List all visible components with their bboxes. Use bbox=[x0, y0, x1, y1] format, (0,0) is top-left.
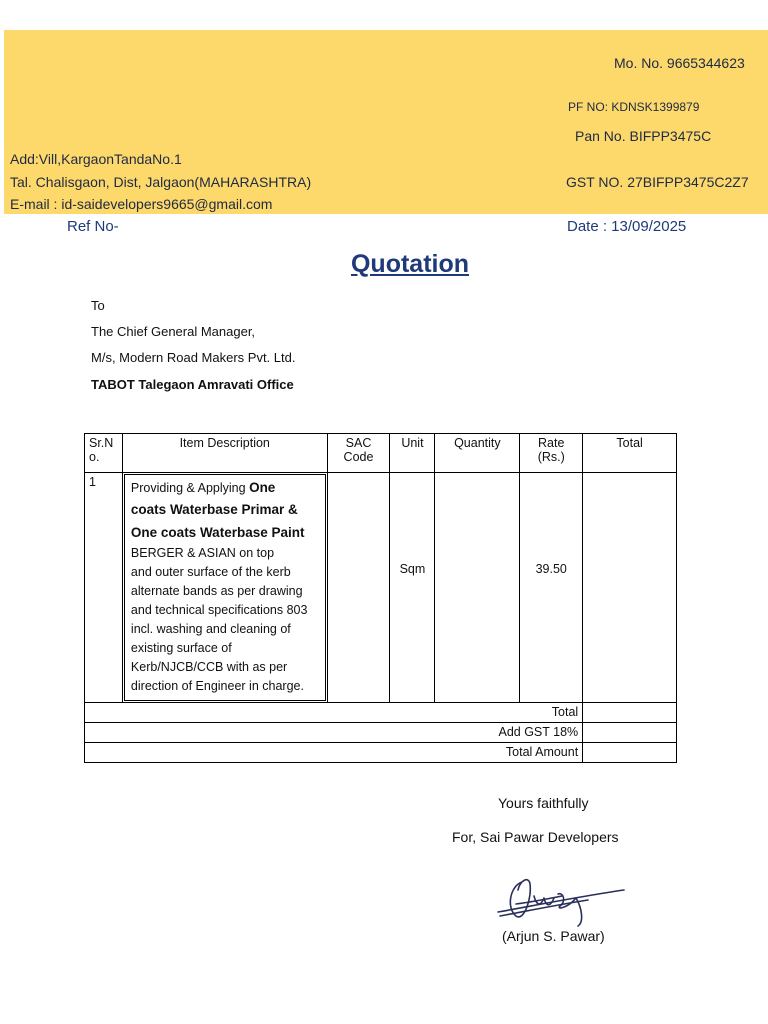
page-title: Quotation bbox=[350, 250, 470, 278]
desc-bold-3: One coats Waterbase Paint bbox=[130, 525, 305, 540]
desc-line: Kerb/NJCB/CCB with as per bbox=[130, 660, 288, 674]
closing-company: For, Sai Pawar Developers bbox=[452, 829, 619, 845]
summary-gst-value bbox=[583, 723, 677, 743]
row-sac-code bbox=[327, 473, 390, 703]
summary-total-label: Total bbox=[85, 703, 583, 723]
row-total bbox=[583, 473, 677, 703]
closing-yours-faithfully: Yours faithfully bbox=[498, 795, 589, 811]
row-item-description bbox=[122, 473, 327, 703]
email-address: E-mail : id-saidevelopers9665@gmail.com bbox=[10, 196, 273, 212]
row-sr-no: 1 bbox=[85, 473, 123, 703]
col-header-unit: Unit bbox=[390, 434, 435, 473]
desc-line: incl. washing and cleaning of bbox=[130, 622, 291, 636]
summary-row-total-amount bbox=[85, 743, 677, 763]
table-row bbox=[85, 473, 677, 703]
mobile-number: Mo. No. 9665344623 bbox=[614, 55, 745, 71]
col-header-rate: Rate (Rs.) bbox=[520, 434, 583, 473]
date: Date : 13/09/2025 bbox=[567, 218, 687, 235]
recipient-line-2: M/s, Modern Road Makers Pvt. Ltd. bbox=[91, 350, 296, 365]
desc-line: and outer surface of the kerb bbox=[130, 565, 291, 579]
pan-number: Pan No. BIFPP3475C bbox=[575, 128, 712, 144]
row-unit: Sqm bbox=[390, 473, 435, 703]
desc-line: and technical specifications 803 bbox=[130, 603, 308, 617]
pf-number: PF NO: KDNSK1399879 bbox=[568, 100, 700, 114]
col-header-total: Total bbox=[583, 434, 677, 473]
signature bbox=[492, 868, 632, 933]
address-line-2: Tal. Chalisgaon, Dist, Jalgaon(MAHARASHTRA) bbox=[10, 174, 312, 190]
table-header-row bbox=[85, 434, 677, 473]
gst-number: GST NO. 27BIFPP3475C2Z7 bbox=[566, 174, 749, 190]
recipient-to: To bbox=[91, 298, 105, 313]
ref-number: Ref No- bbox=[67, 218, 119, 235]
summary-row-total bbox=[85, 703, 677, 723]
desc-bold-2: coats Waterbase Primar & bbox=[130, 502, 298, 517]
col-header-quantity: Quantity bbox=[435, 434, 520, 473]
summary-gst-label: Add GST 18% bbox=[85, 723, 583, 743]
desc-line: existing surface of bbox=[130, 641, 232, 655]
col-header-sr-no: Sr.No. bbox=[85, 434, 123, 473]
summary-total-amount-value bbox=[583, 743, 677, 763]
desc-prefix: Providing & Applying bbox=[130, 481, 250, 495]
col-header-sac-code: SAC Code bbox=[327, 434, 390, 473]
address-line-1: Add:Vill,KargaonTandaNo.1 bbox=[10, 151, 182, 167]
summary-total-amount-label: Total Amount bbox=[85, 743, 583, 763]
summary-total-value bbox=[583, 703, 677, 723]
recipient-line-1: The Chief General Manager, bbox=[91, 324, 256, 339]
row-rate: 39.50 bbox=[520, 473, 583, 703]
quotation-table bbox=[84, 433, 677, 763]
desc-bold-1: One bbox=[249, 480, 276, 495]
desc-line: direction of Engineer in charge. bbox=[130, 679, 304, 693]
desc-line: BERGER & ASIAN on top bbox=[130, 546, 275, 560]
desc-line: alternate bands as per drawing bbox=[130, 584, 303, 598]
summary-row-gst bbox=[85, 723, 677, 743]
col-header-item-description: Item Description bbox=[122, 434, 327, 473]
signatory-name: (Arjun S. Pawar) bbox=[502, 928, 605, 944]
recipient-line-3: TABOT Talegaon Amravati Office bbox=[91, 377, 294, 392]
row-quantity bbox=[435, 473, 520, 703]
